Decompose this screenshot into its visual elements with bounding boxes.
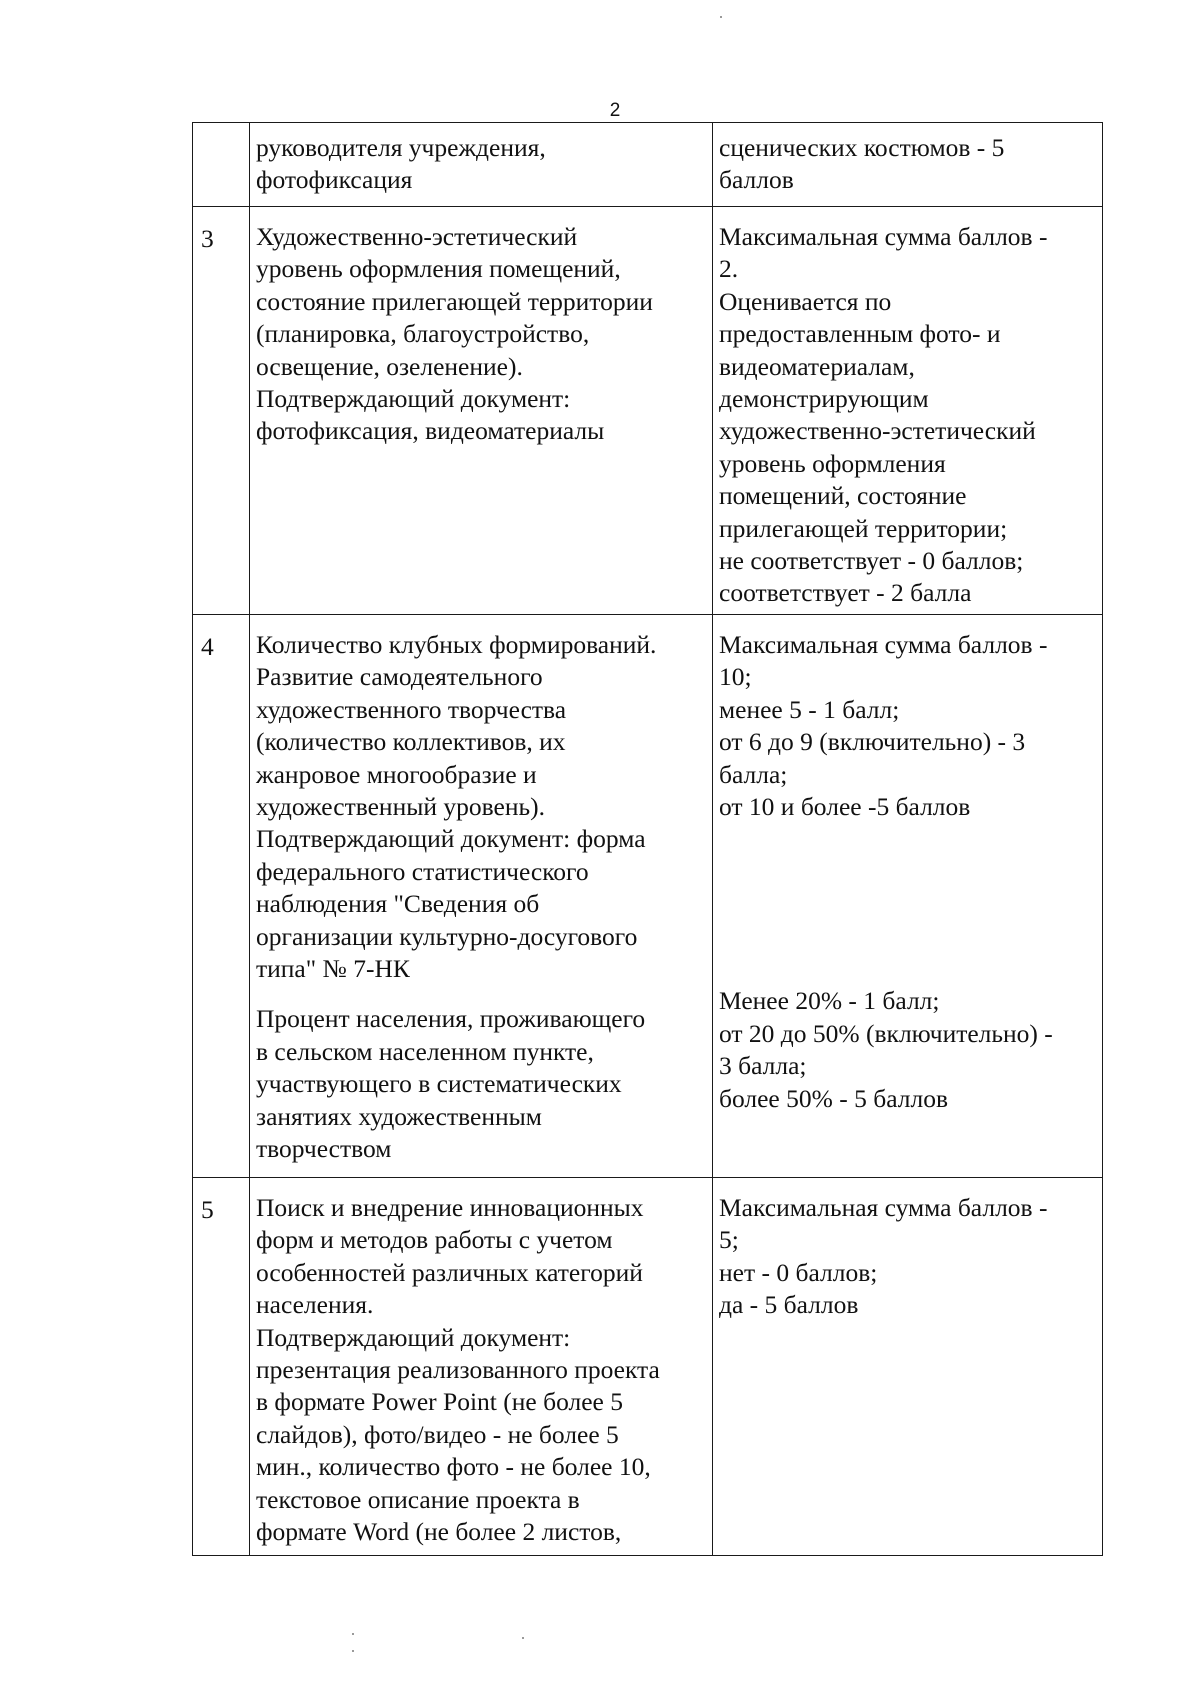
table-row (193, 1178, 1103, 1556)
scoring-cell (713, 1178, 1103, 1556)
scoring-cell (713, 615, 1103, 1178)
row-number: 4 (193, 615, 250, 1178)
criterion-cell (250, 123, 713, 207)
page-number: 2 (609, 100, 621, 121)
scoring-text: Максимальная сумма баллов - 10; менее 5 - 1 балл; от 6 до 9 (включительно) - 3 балла; от 10 и более -5 баллов (719, 630, 1048, 822)
criterion-text: Количество клубных формирований. Развитие самодеятельного художественного творчества (количество коллективов, их жанровое многообразие и художественный уровень). Подтверждающий документ: форма федерального статистического наблюдения "Сведения об организации культурно-досугового типа" № 7-НК (256, 630, 657, 984)
criterion-cell (250, 207, 713, 615)
criterion-cell (250, 615, 713, 1178)
scan-speck (352, 1633, 354, 1635)
scan-speck (522, 1637, 524, 1639)
scan-speck (720, 16, 722, 18)
scoring-text: Максимальная сумма баллов - 5; нет - 0 баллов; да - 5 баллов (719, 1193, 1048, 1320)
scoring-text: сценических костюмов - 5 баллов (719, 133, 1005, 195)
criterion-text: Поиск и внедрение инновационных форм и методов работы с учетом особенностей различных категорий населения. Подтверждающий документ: презентация реализованного проекта в формате Power Point (не более 5 слайдов), фото/видео - не более 5 мин., количество фото - не более 10, текстовое описание проекта в формате Word (не более 2 листов, (256, 1193, 660, 1547)
row-number: 5 (193, 1178, 250, 1556)
criterion-text: руководителя учреждения, фотофиксация (256, 133, 546, 195)
row-number (193, 123, 250, 207)
scoring-cell (713, 123, 1103, 207)
criterion-text: Художественно-эстетический уровень оформления помещений, состояние прилегающей территории (планировка, благоустройство, освещение, озеленение). Подтверждающий документ: фотофиксация, видеоматериалы (256, 222, 653, 446)
scoring-text: Максимальная сумма баллов - 2. Оценивается по предоставленным фото- и видеоматериалам, демонстрирующим художественно-эстетический уровень оформления помещений, состояние прилегающей территории; не соответствует - 0 баллов; соответствует - 2 балла (719, 222, 1048, 608)
row-number: 3 (193, 207, 250, 615)
scan-speck (352, 1650, 354, 1652)
criteria-table (192, 122, 1103, 1556)
table-row (193, 123, 1103, 207)
criterion-subtext: Процент населения, проживающего в сельском населенном пункте, участвующего в систематических занятиях художественным творчеством (256, 1004, 646, 1164)
table-row (193, 207, 1103, 615)
scoring-cell (713, 207, 1103, 615)
table-row (193, 615, 1103, 1178)
scoring-subtext: Менее 20% - 1 балл; от 20 до 50% (включительно) - 3 балла; более 50% - 5 баллов (719, 986, 1053, 1113)
criterion-cell (250, 1178, 713, 1556)
